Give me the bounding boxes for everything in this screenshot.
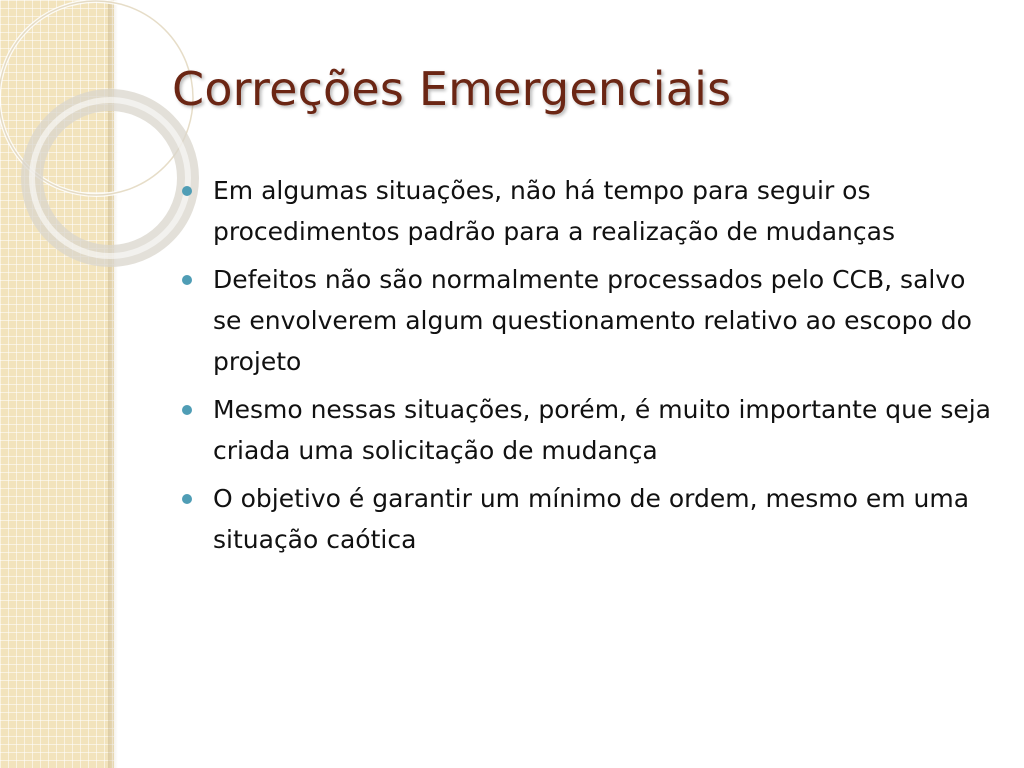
bullet-text: O objetivo é garantir um mínimo de ordem, mesmo em uma situação caótica bbox=[213, 484, 970, 554]
bullet-text: Em algumas situações, não há tempo para seguir os procedimentos padrão para a realização de mudanças bbox=[213, 176, 895, 246]
bullet-text: Defeitos não são normalmente processados pelo CCB, salvo se envolverem algum questionamento relativo ao escopo do projeto bbox=[213, 265, 972, 376]
bullet-item bbox=[182, 478, 992, 560]
bullet-marker-icon bbox=[182, 186, 192, 196]
slide-title: Correções Emergenciais bbox=[172, 62, 732, 116]
bullet-marker-icon bbox=[182, 405, 192, 415]
bullet-marker-icon bbox=[182, 494, 192, 504]
bullet-item bbox=[182, 170, 992, 252]
bullet-item bbox=[182, 259, 992, 382]
decorative-side-strip bbox=[0, 0, 114, 768]
bullet-marker-icon bbox=[182, 275, 192, 285]
bullet-text: Mesmo nessas situações, porém, é muito importante que seja criada uma solicitação de mudança bbox=[213, 395, 992, 465]
bullet-list bbox=[182, 170, 992, 567]
bullet-item bbox=[182, 389, 992, 471]
side-strip-shadow bbox=[108, 0, 118, 768]
